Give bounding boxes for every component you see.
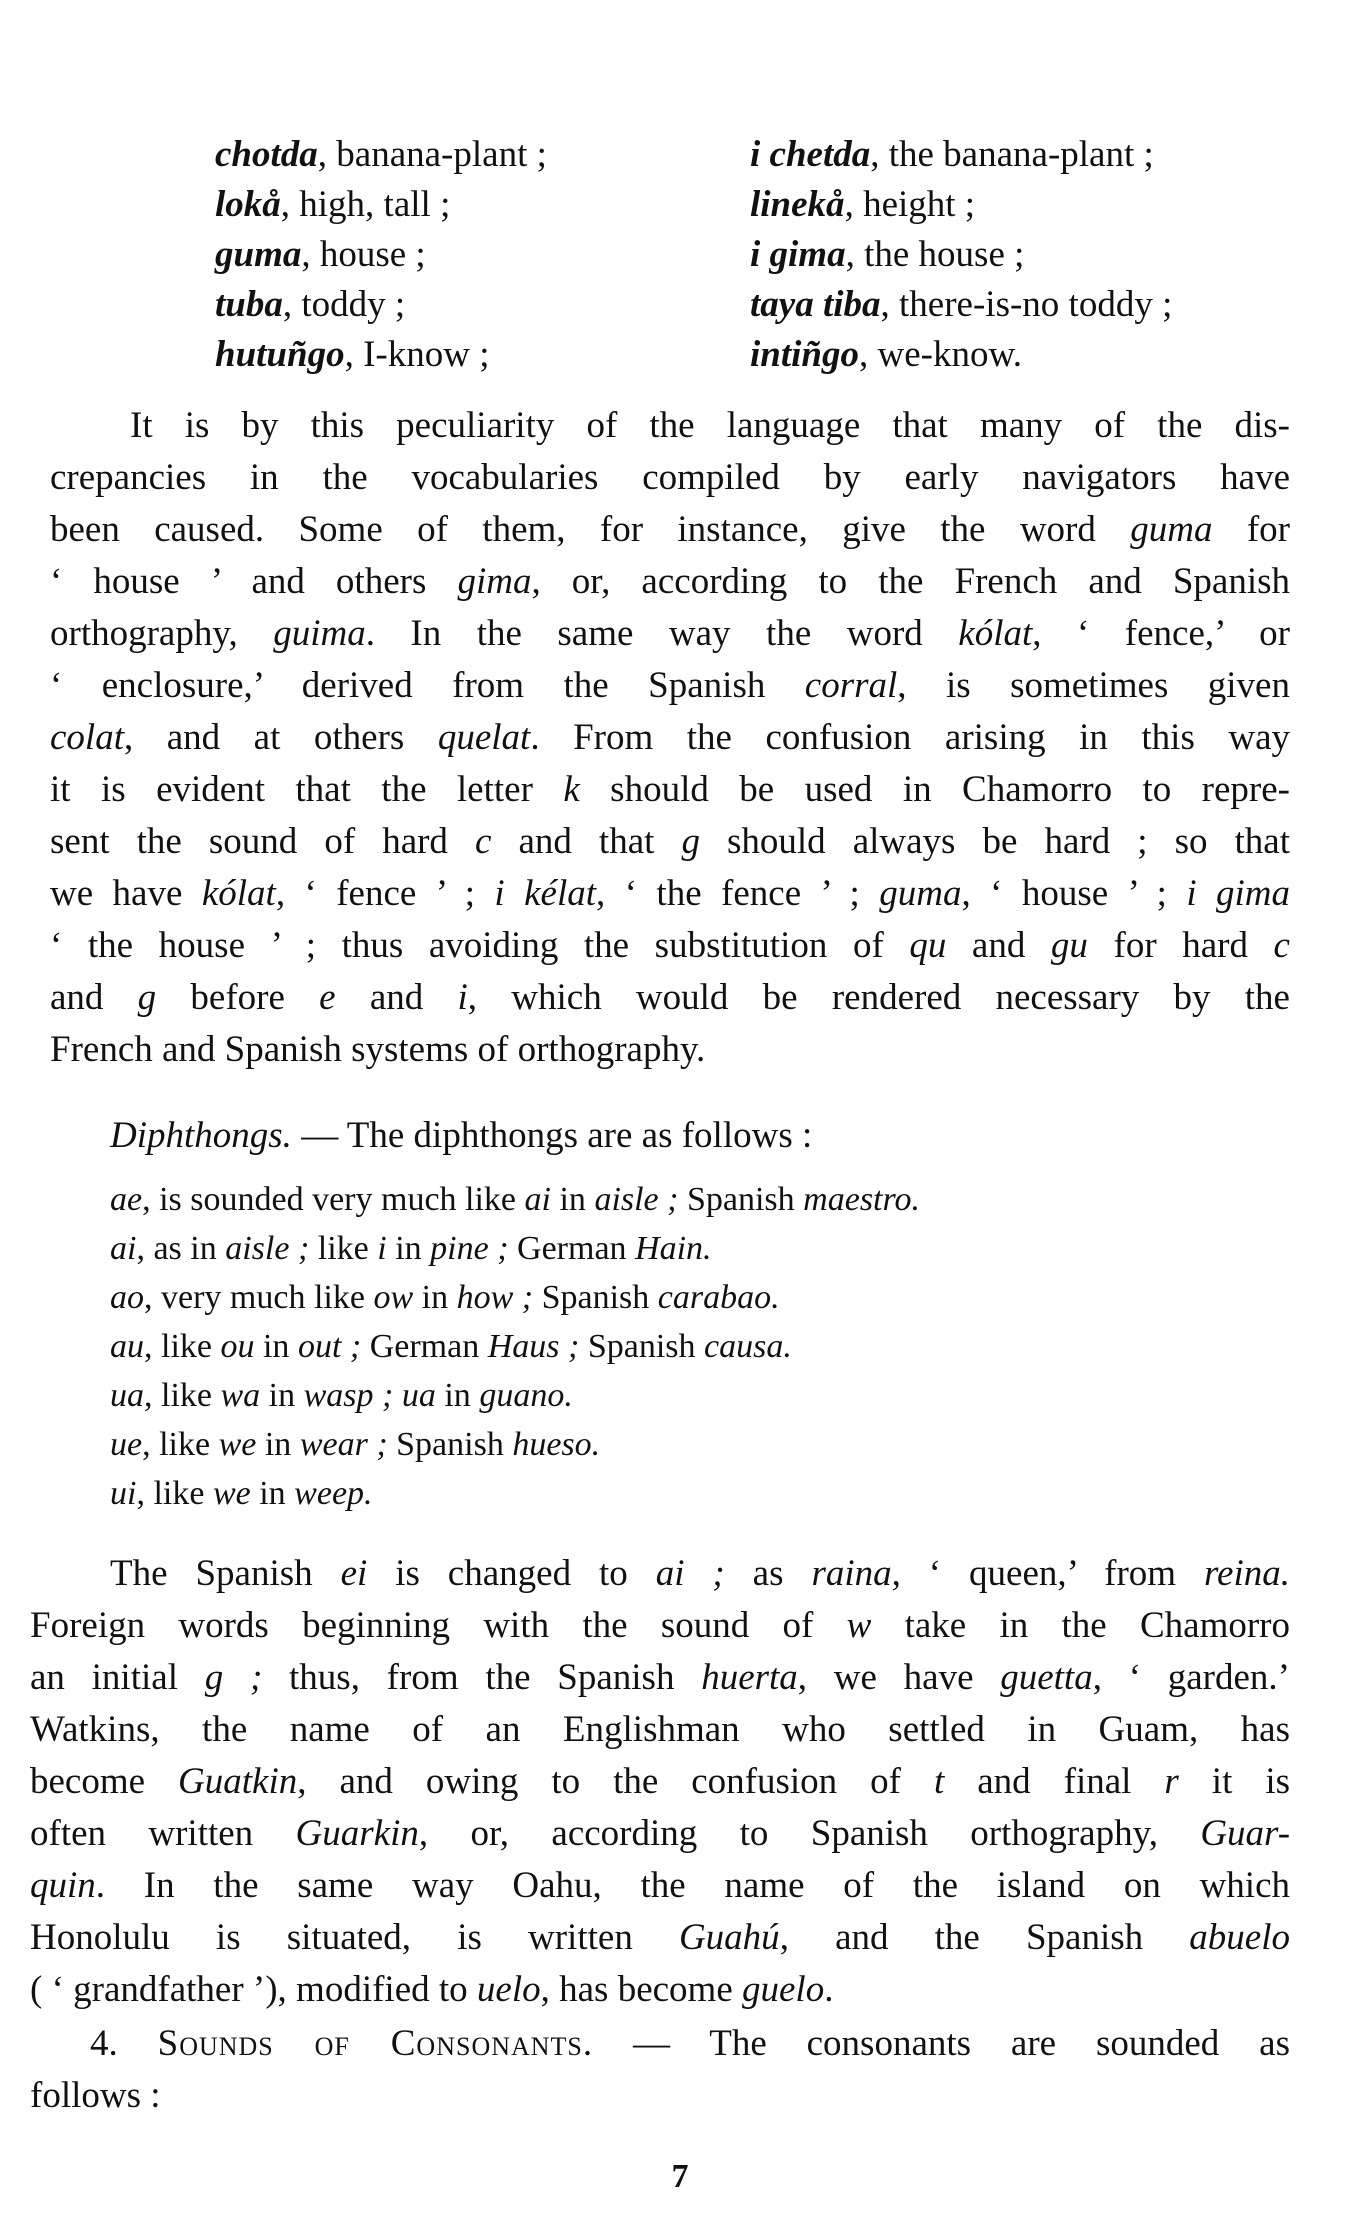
italic-term: Hain. [635,1230,712,1267]
italic-term: i kélat [494,873,597,914]
italic-term: r [1164,1761,1179,1802]
italic-term: g ; [204,1657,263,1698]
chamorro-word: chotda [215,134,318,175]
diphthongs-heading-text: — The diphthongs are as follows : [291,1115,813,1156]
italic-term: ow [373,1279,414,1316]
italic-term: qu [909,925,947,966]
italic-term: hueso. [512,1426,601,1463]
gloss: , house ; [301,234,426,275]
italic-term: out ; [297,1328,362,1365]
italic-term: huerta [701,1657,798,1698]
italic-term: uelo [476,1969,541,2010]
text-line: Watkins, the name of an Englishman who settled in Guam, has [30,1709,1290,1750]
italic-term: i [457,977,468,1018]
italic-term: corral [804,665,898,706]
text-line: French and Spanish systems of orthography. [50,1029,706,1070]
italic-term: ae [110,1181,143,1218]
italic-term: w [846,1605,872,1646]
diphthong-item: ue, like we in wear ; Spanish hueso. [110,1426,601,1463]
text-line: become Guatkin, and owing to the confusion of t and final r it is [30,1761,1291,1802]
text-line: ‘ house ’ and others gima, or, according to the French and Spanish [50,561,1290,602]
text-line: crepancies in the vocabularies compiled by early navigators have [50,457,1290,498]
vocab-entry [750,130,1310,180]
text-line: often written Guarkin, or, according to Spanish orthography, Guar- [30,1813,1291,1854]
italic-term: g [681,821,700,862]
text-line: Honolulu is situated, is written Guahú, and the Spanish abuelo [30,1917,1290,1958]
gloss: , toddy ; [282,284,406,325]
vocab-row [215,180,1315,230]
section-4-continuation: follows : [30,2075,161,2116]
italic-term: wa [220,1377,261,1414]
gloss: , height ; [844,184,976,225]
diphthongs-label: Diphthongs. [110,1115,292,1156]
section-title: Sounds of Consonants. [157,2023,594,2064]
paragraph-spanish-changes [30,1548,1290,2016]
italic-term: wear ; [299,1426,388,1463]
text-line: quin. In the same way Oahu, the name of the island on which [30,1865,1290,1906]
italic-term: Guatkin [178,1761,298,1802]
vocab-entry [750,330,1310,380]
vocab-row [215,130,1315,180]
diphthong-item: ao, very much like ow in how ; Spanish carabao. [110,1279,780,1316]
italic-term: Haus ; [487,1328,580,1365]
vocab-row [215,280,1315,330]
italic-term: wasp ; [303,1377,394,1414]
chamorro-word: i chetda [750,134,871,175]
italic-term: guetta [1000,1657,1093,1698]
italic-term: ua [401,1377,436,1414]
gloss: , there-is-no toddy ; [880,284,1173,325]
italic-term: we [212,1475,251,1512]
italic-term: i [377,1230,387,1267]
chamorro-word: intiñgo [750,334,859,375]
text-line: an initial g ; thus, from the Spanish huerta, we have guetta, ‘ garden.’ [30,1657,1290,1698]
italic-term: guma [879,873,962,914]
diphthong-item: ui, like we in weep. [110,1475,373,1512]
page-number: 7 [671,2158,689,2195]
vocab-entry [215,130,750,180]
vocabulary-table [215,130,1315,380]
text-line: orthography, guima. In the same way the word kólat, ‘ fence,’ or [50,613,1291,654]
italic-term: ua [110,1377,144,1414]
italic-term: maestro. [803,1181,920,1218]
diphthong-list [110,1175,1210,1518]
italic-term: k [563,769,580,810]
vocab-entry [750,280,1310,330]
text-line: we have kólat, ‘ fence ’ ; i kélat, ‘ the fence ’ ; guma, ‘ house ’ ; i gima [50,873,1291,914]
chamorro-word: linekå [750,184,845,225]
section-4-line [30,2018,1290,2070]
italic-term: guano. [479,1377,573,1414]
italic-term: causa. [704,1328,792,1365]
vocab-row [215,230,1315,280]
italic-term: g [137,977,157,1018]
chamorro-word: hutuñgo [215,334,345,375]
italic-term: guima [273,613,366,654]
vocab-entry [215,280,750,330]
diphthong-item: ae, is sounded very much like ai in aisle ; Spanish maestro. [110,1181,920,1218]
italic-term: c [1273,925,1290,966]
chamorro-word: i gima [750,234,846,275]
italic-term: ai ; [655,1553,725,1594]
italic-term: aisle ; [594,1181,679,1218]
italic-term: e [319,977,336,1018]
italic-term: Guahú [678,1917,780,1958]
italic-term: ai [110,1230,137,1267]
vocab-row [215,330,1315,380]
italic-term: kólat [958,613,1033,654]
paragraph-peculiarity [50,400,1290,1076]
italic-term: ue [110,1426,143,1463]
chamorro-word: tuba [215,284,283,325]
vocab-entry [215,330,750,380]
italic-term: Guarkin [295,1813,419,1854]
text-line: it is evident that the letter k should be used in Chamorro to repre- [50,769,1290,810]
diphthong-item: ua, like wa in wasp ; ua in guano. [110,1377,573,1414]
italic-term: quelat [437,717,531,758]
italic-term: ui [110,1475,137,1512]
section-number: 4. [90,2023,118,2064]
italic-term: raina [811,1553,892,1594]
italic-term: i gima [1186,873,1291,914]
chamorro-word: lokå [215,184,281,225]
italic-term: quin [30,1865,96,1906]
text-line: ‘ enclosure,’ derived from the Spanish corral, is sometimes given [50,665,1290,706]
text-line: been caused. Some of them, for instance, give the word guma for [50,509,1290,550]
text-line: ( ‘ grandfather ’), modified to uelo, has become guelo. [30,1969,834,2010]
vocab-entry [215,180,750,230]
italic-term: kólat [201,873,276,914]
gloss: , banana-plant ; [317,134,547,175]
italic-term: gima [457,561,532,602]
italic-term: gu [1050,925,1088,966]
gloss: , the banana-plant ; [870,134,1154,175]
text-line: and g before e and i, which would be rendered necessary by the [50,977,1290,1018]
diphthong-item: au, like ou in out ; German Haus ; Spanish causa. [110,1328,792,1365]
italic-term: ei [340,1553,368,1594]
italic-term: c [474,821,492,862]
vocab-entry [750,180,1310,230]
italic-term: carabao. [657,1279,780,1316]
italic-term: reina. [1204,1553,1290,1594]
italic-term: guma [1130,509,1213,550]
section-intro: — The consonants are sounded as [593,2023,1290,2064]
vocab-entry [215,230,750,280]
chamorro-word: taya tiba [750,284,881,325]
italic-term: ai [524,1181,551,1218]
text-line: sent the sound of hard c and that g should always be hard ; so that [50,821,1290,862]
italic-term: ou [220,1328,255,1365]
text-line: The Spanish ei is changed to ai ; as raina, ‘ queen,’ from reina. [110,1553,1290,1594]
text-line: colat, and at others quelat. From the confusion arising in this way [50,717,1291,758]
diphthong-item: ai, as in aisle ; like i in pine ; German Hain. [110,1230,712,1267]
italic-term: guelo [742,1969,825,2010]
vocab-entry [750,230,1310,280]
gloss: , high, tall ; [280,184,451,225]
italic-term: au [110,1328,144,1365]
italic-term: how ; [456,1279,534,1316]
italic-term: weep. [294,1475,373,1512]
text-line: ‘ the house ’ ; thus avoiding the substitution of qu and gu for hard c [50,925,1290,966]
italic-term: we [218,1426,257,1463]
gloss: , we-know. [859,334,1023,375]
italic-term: Guar- [1200,1813,1291,1854]
text-line: It is by this peculiarity of the language that many of the dis- [130,405,1290,446]
italic-term: t [933,1761,945,1802]
gloss: , I-know ; [344,334,490,375]
chamorro-word: guma [215,234,302,275]
italic-term: colat [50,717,124,758]
italic-term: abuelo [1189,1917,1290,1958]
italic-term: ao [110,1279,144,1316]
diphthongs-heading [110,1110,812,1162]
gloss: , the house ; [845,234,1025,275]
text-line: Foreign words beginning with the sound of w take in the Chamorro [30,1605,1290,1646]
italic-term: aisle ; [225,1230,310,1267]
section-4-heading [30,2018,1290,2122]
italic-term: pine ; [430,1230,509,1267]
